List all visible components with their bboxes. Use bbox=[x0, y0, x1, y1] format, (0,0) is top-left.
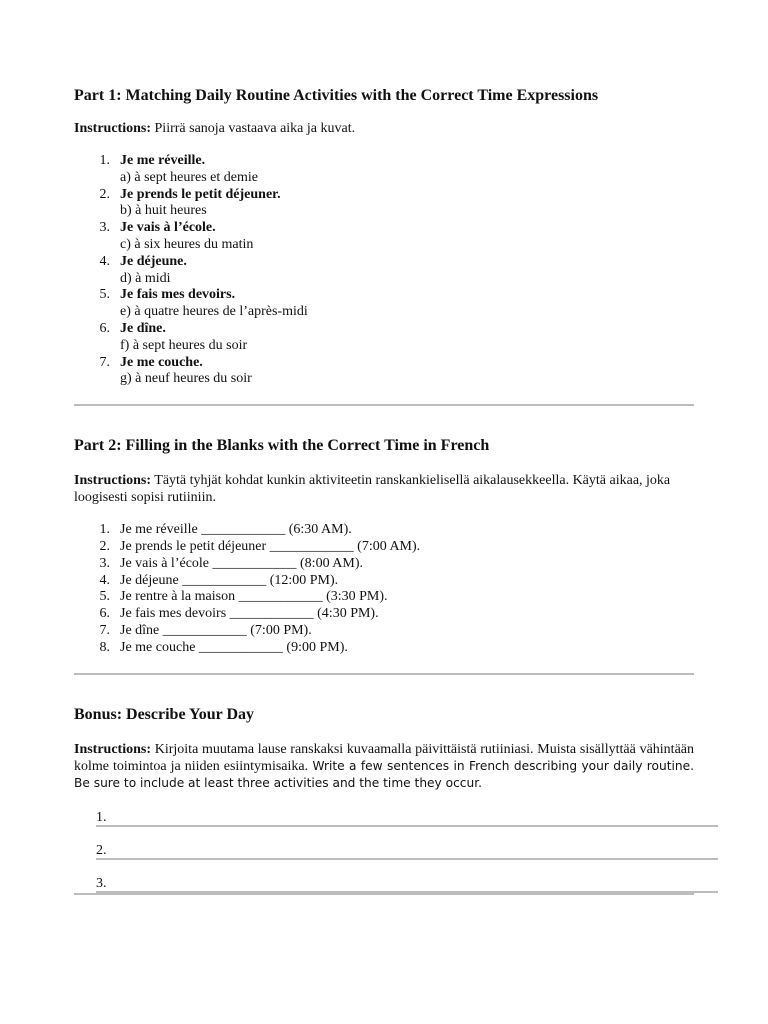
part2-instructions-text: Täytä tyhjät kohdat kunkin aktiviteetin ranskankielisellä aikalausekkeella. Käytä aikaa, joka loogisesti sopisi rutiiniin. bbox=[74, 473, 671, 506]
item-number: 7. bbox=[99, 354, 110, 370]
section-divider bbox=[74, 404, 694, 406]
fill-blank-sentence: Je fais mes devoirs ____________ (4:30 PM). bbox=[120, 606, 379, 622]
answer-line-rule bbox=[96, 825, 718, 827]
item-number: 7. bbox=[99, 622, 110, 638]
answer-line-number: 1. bbox=[96, 809, 107, 825]
bonus-title: Bonus: Describe Your Day bbox=[74, 705, 255, 723]
answer-line-number: 2. bbox=[96, 842, 107, 858]
time-option: a) à sept heures et demie bbox=[120, 169, 258, 185]
list-item bbox=[74, 623, 694, 640]
part2-instructions bbox=[74, 472, 694, 506]
list-item bbox=[74, 556, 694, 573]
activity-label: Je fais mes devoirs. bbox=[120, 287, 236, 303]
answer-line-rule bbox=[96, 891, 718, 893]
answer-line-rule bbox=[96, 858, 718, 860]
item-number: 1. bbox=[99, 153, 110, 168]
item-number: 3. bbox=[99, 555, 110, 571]
activity-label: Je me couche. bbox=[120, 354, 203, 370]
time-option: d) à midi bbox=[120, 270, 171, 286]
item-number: 4. bbox=[99, 572, 110, 588]
item-number: 3. bbox=[99, 220, 110, 236]
activity-label: Je prends le petit déjeuner. bbox=[120, 186, 281, 202]
item-number: 6. bbox=[99, 606, 110, 622]
part1-section bbox=[74, 86, 694, 406]
list-item bbox=[74, 522, 694, 539]
part1-instructions bbox=[74, 120, 694, 137]
fill-blank-sentence: Je vais à l’école ____________ (8:00 AM). bbox=[120, 555, 364, 571]
bonus-instructions-label: Instructions: bbox=[74, 741, 152, 757]
fill-blank-sentence: Je me couche ____________ (9:00 PM). bbox=[120, 639, 348, 655]
part2-title: Part 2: Filling in the Blanks with the Correct Time in French bbox=[74, 437, 490, 455]
part1-title: Part 1: Matching Daily Routine Activities with the Correct Time Expressions bbox=[74, 87, 599, 104]
list-item bbox=[74, 640, 694, 657]
part1-instructions-text: Piirrä sanoja vastaava aika ja kuvat. bbox=[151, 121, 356, 136]
activity-label: Je dîne. bbox=[120, 320, 166, 336]
item-number: 5. bbox=[99, 287, 110, 303]
list-item bbox=[74, 589, 694, 606]
fill-blank-sentence: Je déjeune ____________ (12:00 PM). bbox=[120, 572, 339, 588]
item-number: 2. bbox=[99, 538, 110, 554]
list-item bbox=[74, 355, 694, 389]
list-item bbox=[74, 573, 694, 590]
time-option: g) à neuf heures du soir bbox=[120, 371, 252, 387]
answer-line[interactable] bbox=[74, 809, 694, 842]
activity-label: Je me réveille. bbox=[120, 153, 206, 168]
part2-section bbox=[74, 436, 694, 674]
fill-blank-sentence: Je rentre à la maison ____________ (3:30 PM). bbox=[120, 589, 388, 605]
part2-instructions-label: Instructions: bbox=[74, 473, 152, 489]
bonus-instructions-text-fi: Kirjoita muutama lause ranskaksi kuvaamalla päivittäistä rutiiniasi. Muista sisällyttää vähintään kolme toimintoa ja niiden esiintymisaika. bbox=[74, 741, 694, 774]
list-item bbox=[74, 539, 694, 556]
fill-blank-sentence: Je me réveille ____________ (6:30 AM). bbox=[120, 522, 352, 538]
answer-line[interactable] bbox=[74, 875, 694, 908]
time-option: c) à six heures du matin bbox=[120, 236, 254, 252]
item-number: 5. bbox=[99, 589, 110, 605]
fill-blank-sentence: Je dîne ____________ (7:00 PM). bbox=[120, 622, 312, 638]
item-number: 1. bbox=[99, 522, 110, 538]
list-item bbox=[74, 254, 694, 288]
time-option: f) à sept heures du soir bbox=[120, 337, 248, 353]
activity-label: Je déjeune. bbox=[120, 253, 187, 269]
answer-lines bbox=[74, 809, 694, 908]
list-item bbox=[74, 220, 694, 254]
list-item bbox=[74, 287, 694, 321]
time-option: e) à quatre heures de l’après-midi bbox=[120, 304, 308, 320]
activity-label: Je vais à l’école. bbox=[120, 220, 216, 236]
item-number: 4. bbox=[99, 253, 110, 269]
answer-line[interactable] bbox=[74, 842, 694, 875]
list-item bbox=[74, 187, 694, 221]
item-number: 6. bbox=[99, 320, 110, 336]
item-number: 2. bbox=[99, 186, 110, 202]
time-option: b) à huit heures bbox=[120, 203, 207, 219]
list-item bbox=[74, 606, 694, 623]
list-item bbox=[74, 321, 694, 355]
bonus-instructions bbox=[74, 741, 694, 792]
item-number: 8. bbox=[99, 639, 110, 655]
answer-line-number: 3. bbox=[96, 875, 107, 891]
list-item bbox=[74, 153, 694, 187]
part1-list bbox=[74, 153, 694, 388]
bonus-instructions-text-en: Write a few sentences in French describing your daily routine. Be sure to include at least three activities and the time they occur. bbox=[74, 758, 694, 790]
part2-list bbox=[74, 522, 694, 656]
worksheet-content bbox=[74, 0, 694, 895]
fill-blank-sentence: Je prends le petit déjeuner ____________ (7:00 AM). bbox=[120, 538, 421, 554]
bonus-section bbox=[74, 705, 694, 895]
part1-instructions-label: Instructions: bbox=[74, 121, 152, 136]
section-divider bbox=[74, 673, 694, 675]
